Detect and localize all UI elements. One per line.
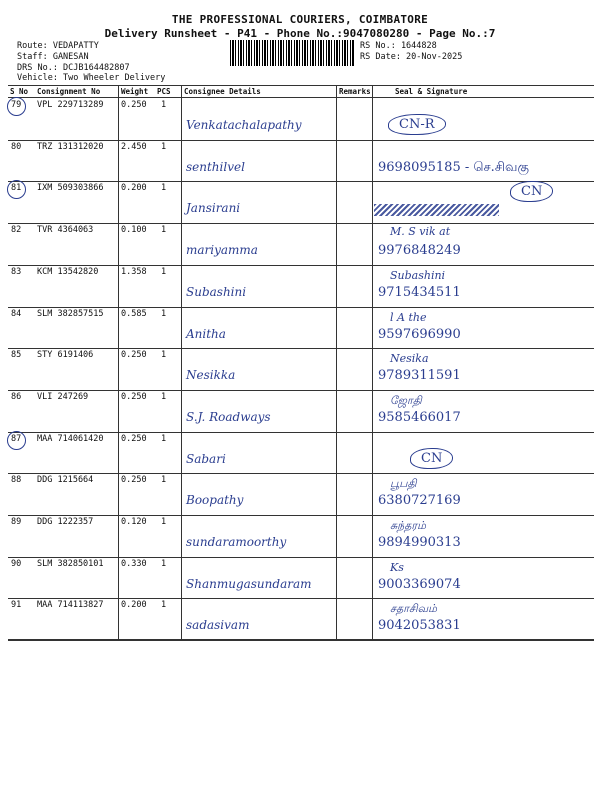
- row-pcs: 1: [161, 433, 167, 444]
- row-pcs: 1: [161, 475, 167, 486]
- row-consignment-no: VLI 247269: [37, 391, 89, 402]
- row-circle-mark: [7, 431, 26, 450]
- row-phone-handwritten: 9789311591: [378, 368, 461, 384]
- column-header-remarks: Remarks: [339, 87, 371, 96]
- row-weight: 0.200: [121, 600, 147, 611]
- row-consignee-handwritten: Nesikka: [186, 368, 236, 383]
- table-border: [8, 85, 594, 86]
- row-weight: 0.250: [121, 100, 147, 110]
- row-consignment-no: IXM 509303866: [37, 183, 104, 194]
- row-sno: 86: [11, 391, 22, 402]
- page-subtitle: Delivery Runsheet - P41 - Phone No.:9047080280 - Page No.:7: [104, 27, 496, 40]
- row-divider: [8, 140, 594, 141]
- row-consignee-handwritten: senthilvel: [186, 159, 245, 174]
- row-phone-handwritten: 6380727169: [378, 493, 461, 509]
- row-weight: 1.358: [121, 266, 147, 277]
- table-border: [8, 97, 594, 98]
- row-sno: 88: [11, 475, 22, 486]
- row-divider: [8, 515, 594, 516]
- row-signature: ஜோதி: [390, 393, 422, 407]
- row-sno: 81: [11, 183, 22, 194]
- row-pcs: 1: [161, 391, 167, 402]
- row-signature: பூபதி: [390, 477, 417, 491]
- row-weight: 0.100: [121, 225, 147, 236]
- row-phone-handwritten: 9698095185 - செ.சிவகு: [378, 159, 529, 175]
- row-sno: 83: [11, 266, 22, 277]
- column-header-sno: S No: [10, 87, 29, 96]
- row-stamp: CN: [510, 181, 553, 202]
- row-weight: 0.250: [121, 433, 147, 444]
- row-pcs: 1: [161, 266, 167, 277]
- row-divider: [8, 473, 594, 474]
- row-stamp: CN-R: [388, 114, 446, 135]
- row-phone-handwritten: 9894990313: [378, 535, 461, 550]
- row-divider: [8, 432, 594, 433]
- row-stamp: CN: [410, 448, 453, 469]
- row-consignment-no: DDG 1222357: [37, 517, 94, 527]
- row-consignment-no: TRZ 131312020: [37, 141, 104, 152]
- row-consignment-no: VPL 229713289: [37, 100, 104, 110]
- row-consignment-no: KCM 13542820: [37, 266, 99, 277]
- scribble-mark: [374, 204, 499, 216]
- row-consignee-handwritten: Anitha: [186, 326, 226, 341]
- column-header-consignment: Consignment No: [37, 87, 101, 96]
- row-circle-mark: [7, 180, 26, 199]
- row-pcs: 1: [161, 141, 167, 152]
- row-consignment-no: TVR 4364063: [37, 225, 94, 236]
- row-consignment-no: DDG 1215664: [37, 475, 94, 486]
- row-phone-handwritten: 9715434511: [378, 284, 461, 300]
- row-weight: 0.200: [121, 183, 147, 194]
- row-pcs: 1: [161, 517, 167, 527]
- barcode: [230, 40, 355, 66]
- column-header-pcs: PCS: [157, 87, 171, 96]
- row-sno: 89: [11, 517, 22, 527]
- row-pcs: 1: [161, 225, 167, 236]
- row-circle-mark: [7, 97, 26, 116]
- row-sno: 87: [11, 433, 22, 444]
- page-title: THE PROFESSIONAL COURIERS, COIMBATORE: [171, 13, 429, 26]
- row-signature: M. S vik at: [390, 225, 451, 239]
- row-pcs: 1: [161, 308, 167, 319]
- route-label: Route: VEDAPATTY: [17, 41, 99, 51]
- row-signature: சுந்தரம்: [390, 519, 426, 532]
- row-sno: 80: [11, 141, 22, 152]
- vehicle-label: Vehicle: Two Wheeler Delivery: [17, 73, 166, 83]
- row-phone-handwritten: 9597696990: [378, 326, 461, 342]
- row-consignee-handwritten: S.J. Roadways: [186, 409, 271, 424]
- staff-label: Staff: GANESAN: [17, 52, 89, 62]
- row-signature: சதாசிவம்: [390, 602, 437, 616]
- column-header-consignee: Consignee Details: [184, 87, 261, 96]
- row-consignment-no: MAA 714061420: [37, 433, 104, 444]
- row-consignment-no: SLM 382857515: [37, 308, 104, 319]
- row-sno: 91: [11, 600, 22, 611]
- row-divider: [8, 390, 594, 391]
- row-pcs: 1: [161, 558, 167, 569]
- row-consignee-handwritten: Subashini: [186, 284, 247, 299]
- row-consignment-no: MAA 714113827: [37, 600, 104, 611]
- row-divider: [8, 307, 594, 308]
- row-consignee-handwritten: mariyamma: [186, 243, 258, 258]
- row-divider: [8, 348, 594, 349]
- column-header-signature: Seal & Signature: [395, 87, 468, 96]
- rs-number: RS No.: 1644828: [360, 41, 437, 51]
- row-divider: [8, 598, 594, 599]
- row-weight: 0.330: [121, 558, 147, 569]
- row-weight: 0.250: [121, 391, 147, 402]
- row-signature: l A the: [390, 310, 427, 324]
- row-phone-handwritten: 9003369074: [378, 576, 461, 592]
- row-consignment-no: SLM 382850101: [37, 558, 104, 569]
- row-consignee-handwritten: Sabari: [186, 451, 226, 466]
- row-consignee-handwritten: Boopathy: [186, 493, 244, 508]
- row-sno: 79: [11, 100, 22, 110]
- row-sno: 84: [11, 308, 22, 319]
- row-weight: 2.450: [121, 141, 147, 152]
- row-divider: [8, 265, 594, 266]
- row-consignee-handwritten: Shanmugasundaram: [186, 576, 312, 591]
- row-phone-handwritten: 9042053831: [378, 618, 461, 634]
- row-divider: [8, 181, 594, 182]
- row-divider: [8, 557, 594, 558]
- rs-date: RS Date: 20-Nov-2025: [360, 52, 463, 62]
- row-pcs: 1: [161, 100, 167, 110]
- row-pcs: 1: [161, 600, 167, 611]
- row-consignee-handwritten: sadasivam: [186, 618, 250, 633]
- drs-label: DRS No.: DCJB164482807: [17, 63, 130, 73]
- row-consignee-handwritten: Venkatachalapathy: [186, 118, 302, 132]
- row-sno: 90: [11, 558, 22, 569]
- row-weight: 0.120: [121, 517, 147, 527]
- row-consignment-no: STY 6191406: [37, 350, 94, 361]
- row-pcs: 1: [161, 183, 167, 194]
- row-pcs: 1: [161, 350, 167, 361]
- row-consignee-handwritten: Jansirani: [186, 201, 241, 216]
- row-divider: [8, 223, 594, 224]
- row-sno: 82: [11, 225, 22, 236]
- row-phone-handwritten: 9976848249: [378, 243, 461, 259]
- row-phone-handwritten: 9585466017: [378, 409, 461, 425]
- column-header-weight: Weight: [121, 87, 149, 96]
- row-signature: Nesika: [390, 352, 429, 366]
- row-consignee-handwritten: sundaramoorthy: [186, 535, 287, 549]
- row-weight: 0.250: [121, 350, 147, 361]
- row-weight: 0.585: [121, 308, 147, 319]
- row-signature: Ks: [390, 560, 404, 574]
- row-weight: 0.250: [121, 475, 147, 486]
- row-sno: 85: [11, 350, 22, 361]
- row-divider: [8, 640, 594, 641]
- row-signature: Subashini: [390, 268, 446, 282]
